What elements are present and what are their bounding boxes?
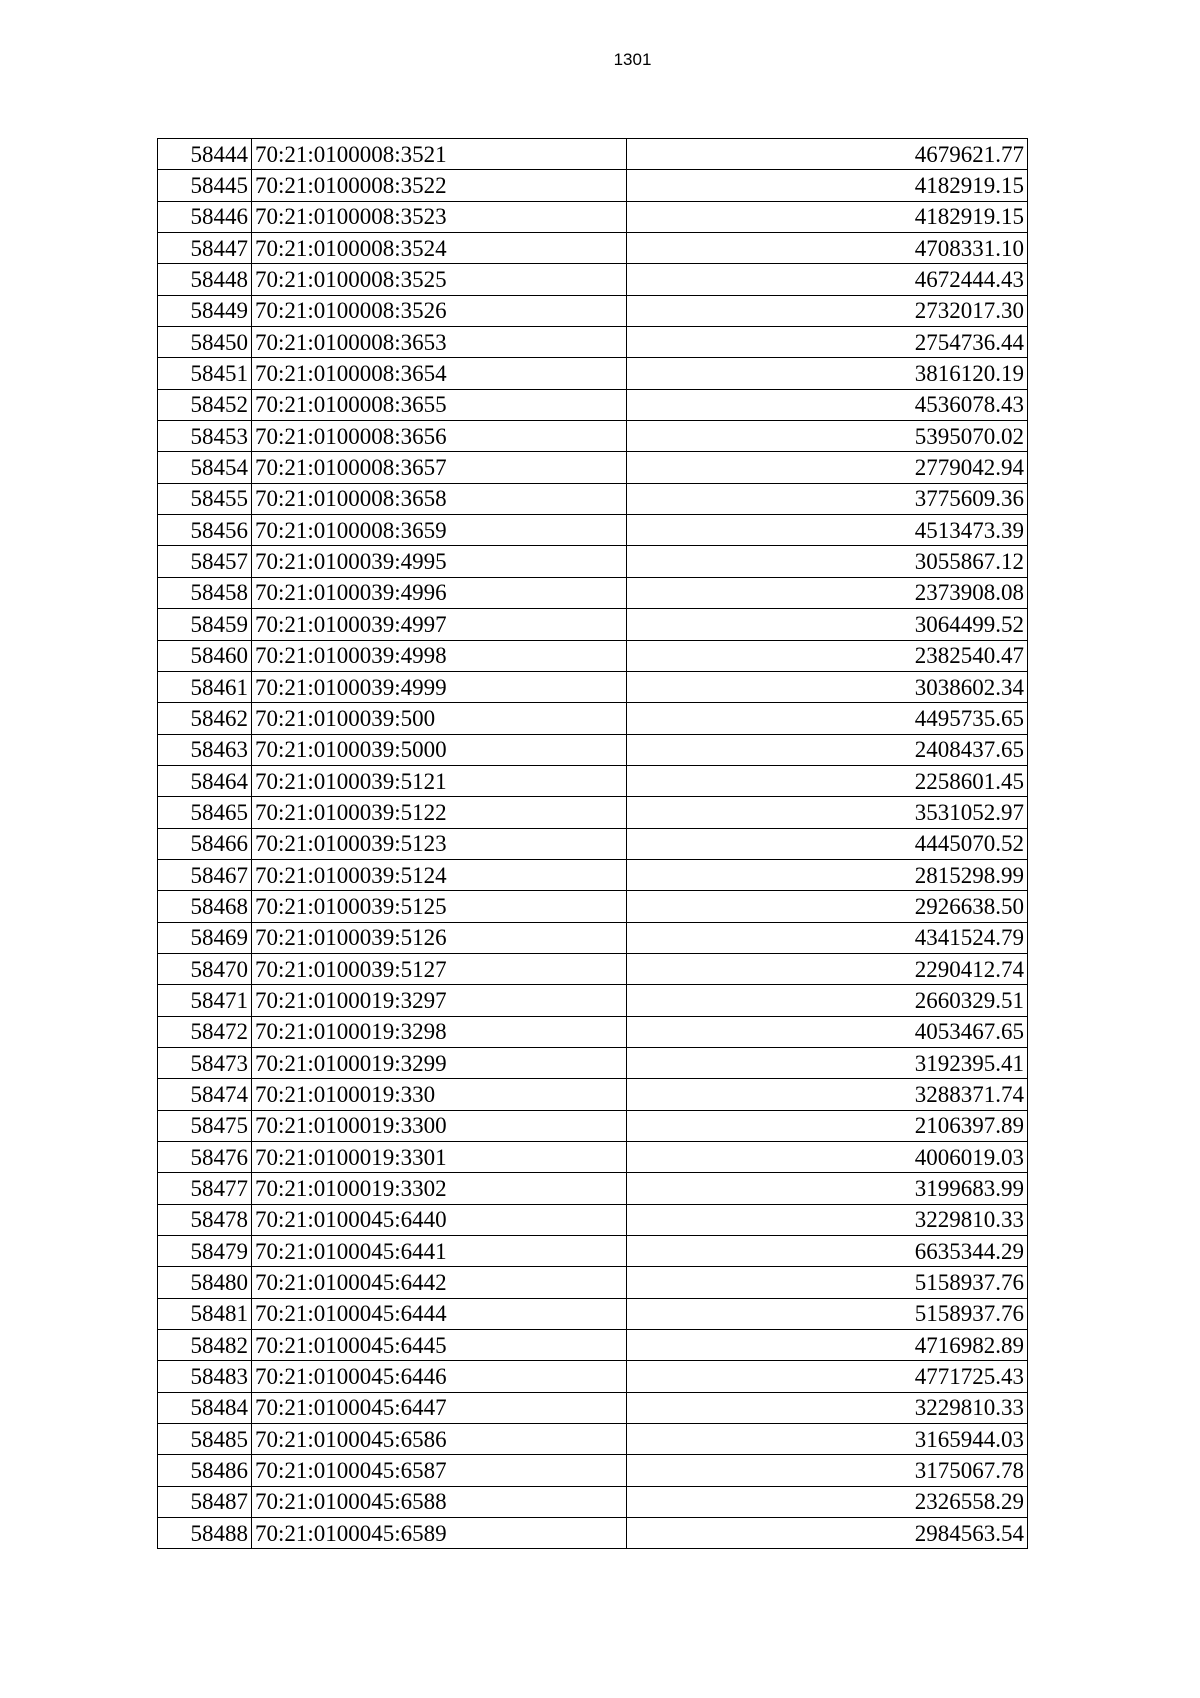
cadastral-number-cell: 70:21:0100045:6441 xyxy=(252,1236,627,1267)
cadastral-value-cell: 5395070.02 xyxy=(627,421,1028,452)
row-number-cell: 58461 xyxy=(158,671,252,702)
cadastral-value-cell: 4679621.77 xyxy=(627,139,1028,170)
cadastral-value-cell: 3175067.78 xyxy=(627,1455,1028,1486)
table-row xyxy=(158,389,1028,420)
cadastral-value-cell: 3775609.36 xyxy=(627,483,1028,514)
cadastral-value-cell: 5158937.76 xyxy=(627,1298,1028,1329)
cadastral-value-cell: 4536078.43 xyxy=(627,389,1028,420)
cadastral-value-cell: 2373908.08 xyxy=(627,577,1028,608)
cadastral-value-cell: 2326558.29 xyxy=(627,1486,1028,1517)
cadastral-value-cell: 4341524.79 xyxy=(627,922,1028,953)
table-row xyxy=(158,609,1028,640)
table-row xyxy=(158,1298,1028,1329)
table-row xyxy=(158,1392,1028,1423)
row-number-cell: 58456 xyxy=(158,515,252,546)
cadastral-number-cell: 70:21:0100008:3655 xyxy=(252,389,627,420)
row-number-cell: 58477 xyxy=(158,1173,252,1204)
cadastral-number-cell: 70:21:0100008:3657 xyxy=(252,452,627,483)
cadastral-number-cell: 70:21:0100019:330 xyxy=(252,1079,627,1110)
row-number-cell: 58448 xyxy=(158,264,252,295)
row-number-cell: 58466 xyxy=(158,828,252,859)
cadastral-value-table xyxy=(157,138,1028,1549)
cadastral-value-cell: 3531052.97 xyxy=(627,797,1028,828)
cadastral-number-cell: 70:21:0100008:3525 xyxy=(252,264,627,295)
row-number-cell: 58460 xyxy=(158,640,252,671)
cadastral-number-cell: 70:21:0100019:3299 xyxy=(252,1047,627,1078)
table-row xyxy=(158,1267,1028,1298)
cadastral-value-cell: 3229810.33 xyxy=(627,1204,1028,1235)
cadastral-value-cell: 3064499.52 xyxy=(627,609,1028,640)
row-number-cell: 58455 xyxy=(158,483,252,514)
cadastral-value-cell: 4006019.03 xyxy=(627,1142,1028,1173)
table-row xyxy=(158,452,1028,483)
row-number-cell: 58487 xyxy=(158,1486,252,1517)
cadastral-value-cell: 2382540.47 xyxy=(627,640,1028,671)
cadastral-number-cell: 70:21:0100019:3301 xyxy=(252,1142,627,1173)
cadastral-value-cell: 6635344.29 xyxy=(627,1236,1028,1267)
cadastral-number-cell: 70:21:0100045:6447 xyxy=(252,1392,627,1423)
row-number-cell: 58483 xyxy=(158,1361,252,1392)
row-number-cell: 58459 xyxy=(158,609,252,640)
cadastral-value-cell: 2408437.65 xyxy=(627,734,1028,765)
cadastral-number-cell: 70:21:0100039:5125 xyxy=(252,891,627,922)
row-number-cell: 58454 xyxy=(158,452,252,483)
row-number-cell: 58453 xyxy=(158,421,252,452)
cadastral-value-cell: 3192395.41 xyxy=(627,1047,1028,1078)
cadastral-value-cell: 2779042.94 xyxy=(627,452,1028,483)
cadastral-value-cell: 2732017.30 xyxy=(627,295,1028,326)
table-row xyxy=(158,859,1028,890)
table-row xyxy=(158,1079,1028,1110)
cadastral-number-cell: 70:21:0100008:3523 xyxy=(252,201,627,232)
table-row xyxy=(158,1016,1028,1047)
cadastral-number-cell: 70:21:0100045:6446 xyxy=(252,1361,627,1392)
cadastral-value-cell: 2754736.44 xyxy=(627,327,1028,358)
cadastral-value-cell: 4771725.43 xyxy=(627,1361,1028,1392)
row-number-cell: 58464 xyxy=(158,765,252,796)
cadastral-number-cell: 70:21:0100039:5123 xyxy=(252,828,627,859)
cadastral-value-cell: 4513473.39 xyxy=(627,515,1028,546)
cadastral-number-cell: 70:21:0100008:3524 xyxy=(252,233,627,264)
row-number-cell: 58481 xyxy=(158,1298,252,1329)
cadastral-number-cell: 70:21:0100039:4996 xyxy=(252,577,627,608)
table-row xyxy=(158,201,1028,232)
row-number-cell: 58474 xyxy=(158,1079,252,1110)
cadastral-number-cell: 70:21:0100039:5127 xyxy=(252,953,627,984)
table-row xyxy=(158,170,1028,201)
cadastral-value-cell: 2660329.51 xyxy=(627,985,1028,1016)
cadastral-number-cell: 70:21:0100045:6444 xyxy=(252,1298,627,1329)
page-number: 1301 xyxy=(613,50,652,69)
cadastral-value-cell: 4708331.10 xyxy=(627,233,1028,264)
table-row xyxy=(158,1142,1028,1173)
row-number-cell: 58470 xyxy=(158,953,252,984)
cadastral-number-cell: 70:21:0100039:500 xyxy=(252,703,627,734)
table-row xyxy=(158,515,1028,546)
table-row xyxy=(158,295,1028,326)
table-row xyxy=(158,985,1028,1016)
row-number-cell: 58457 xyxy=(158,546,252,577)
row-number-cell: 58488 xyxy=(158,1518,252,1549)
table-row xyxy=(158,1204,1028,1235)
table-body xyxy=(158,139,1028,1549)
row-number-cell: 58478 xyxy=(158,1204,252,1235)
table-row xyxy=(158,358,1028,389)
table-row xyxy=(158,1455,1028,1486)
cadastral-value-cell: 2926638.50 xyxy=(627,891,1028,922)
row-number-cell: 58447 xyxy=(158,233,252,264)
row-number-cell: 58485 xyxy=(158,1424,252,1455)
row-number-cell: 58451 xyxy=(158,358,252,389)
cadastral-number-cell: 70:21:0100008:3654 xyxy=(252,358,627,389)
row-number-cell: 58482 xyxy=(158,1330,252,1361)
row-number-cell: 58452 xyxy=(158,389,252,420)
cadastral-value-cell: 4495735.65 xyxy=(627,703,1028,734)
cadastral-value-cell: 4053467.65 xyxy=(627,1016,1028,1047)
cadastral-number-cell: 70:21:0100008:3653 xyxy=(252,327,627,358)
table-row xyxy=(158,922,1028,953)
table-row xyxy=(158,671,1028,702)
row-number-cell: 58463 xyxy=(158,734,252,765)
cadastral-number-cell: 70:21:0100019:3298 xyxy=(252,1016,627,1047)
cadastral-number-cell: 70:21:0100045:6587 xyxy=(252,1455,627,1486)
cadastral-value-cell: 3816120.19 xyxy=(627,358,1028,389)
cadastral-number-cell: 70:21:0100019:3297 xyxy=(252,985,627,1016)
row-number-cell: 58480 xyxy=(158,1267,252,1298)
cadastral-number-cell: 70:21:0100039:5000 xyxy=(252,734,627,765)
cadastral-number-cell: 70:21:0100019:3300 xyxy=(252,1110,627,1141)
cadastral-number-cell: 70:21:0100045:6586 xyxy=(252,1424,627,1455)
table-row xyxy=(158,734,1028,765)
cadastral-number-cell: 70:21:0100045:6588 xyxy=(252,1486,627,1517)
cadastral-number-cell: 70:21:0100039:5121 xyxy=(252,765,627,796)
table-row xyxy=(158,421,1028,452)
cadastral-number-cell: 70:21:0100039:4999 xyxy=(252,671,627,702)
row-number-cell: 58471 xyxy=(158,985,252,1016)
table-row xyxy=(158,1236,1028,1267)
cadastral-number-cell: 70:21:0100008:3521 xyxy=(252,139,627,170)
row-number-cell: 58473 xyxy=(158,1047,252,1078)
cadastral-value-cell: 3038602.34 xyxy=(627,671,1028,702)
cadastral-number-cell: 70:21:0100008:3526 xyxy=(252,295,627,326)
table-row xyxy=(158,546,1028,577)
table-row xyxy=(158,264,1028,295)
cadastral-number-cell: 70:21:0100045:6440 xyxy=(252,1204,627,1235)
table-row xyxy=(158,891,1028,922)
cadastral-value-cell: 2106397.89 xyxy=(627,1110,1028,1141)
row-number-cell: 58462 xyxy=(158,703,252,734)
table-row xyxy=(158,1518,1028,1549)
table-row xyxy=(158,483,1028,514)
cadastral-number-cell: 70:21:0100045:6442 xyxy=(252,1267,627,1298)
cadastral-number-cell: 70:21:0100039:5122 xyxy=(252,797,627,828)
cadastral-value-cell: 3288371.74 xyxy=(627,1079,1028,1110)
row-number-cell: 58458 xyxy=(158,577,252,608)
table-row xyxy=(158,1110,1028,1141)
cadastral-number-cell: 70:21:0100039:4998 xyxy=(252,640,627,671)
cadastral-value-cell: 4182919.15 xyxy=(627,201,1028,232)
cadastral-number-cell: 70:21:0100039:5126 xyxy=(252,922,627,953)
row-number-cell: 58449 xyxy=(158,295,252,326)
row-number-cell: 58469 xyxy=(158,922,252,953)
table-row xyxy=(158,640,1028,671)
cadastral-number-cell: 70:21:0100045:6445 xyxy=(252,1330,627,1361)
row-number-cell: 58465 xyxy=(158,797,252,828)
cadastral-number-cell: 70:21:0100008:3522 xyxy=(252,170,627,201)
cadastral-value-cell: 2258601.45 xyxy=(627,765,1028,796)
row-number-cell: 58468 xyxy=(158,891,252,922)
row-number-cell: 58476 xyxy=(158,1142,252,1173)
cadastral-number-cell: 70:21:0100008:3658 xyxy=(252,483,627,514)
table-row xyxy=(158,1424,1028,1455)
cadastral-number-cell: 70:21:0100008:3659 xyxy=(252,515,627,546)
cadastral-value-cell: 5158937.76 xyxy=(627,1267,1028,1298)
cadastral-value-cell: 3055867.12 xyxy=(627,546,1028,577)
table-row xyxy=(158,703,1028,734)
row-number-cell: 58467 xyxy=(158,859,252,890)
table-row xyxy=(158,327,1028,358)
cadastral-value-cell: 3199683.99 xyxy=(627,1173,1028,1204)
table-row xyxy=(158,233,1028,264)
row-number-cell: 58446 xyxy=(158,201,252,232)
table-row xyxy=(158,828,1028,859)
table-row xyxy=(158,1173,1028,1204)
cadastral-value-cell: 2290412.74 xyxy=(627,953,1028,984)
table-row xyxy=(158,797,1028,828)
row-number-cell: 58472 xyxy=(158,1016,252,1047)
row-number-cell: 58475 xyxy=(158,1110,252,1141)
cadastral-value-cell: 4716982.89 xyxy=(627,1330,1028,1361)
row-number-cell: 58445 xyxy=(158,170,252,201)
row-number-cell: 58444 xyxy=(158,139,252,170)
table-row xyxy=(158,1047,1028,1078)
table-row xyxy=(158,765,1028,796)
cadastral-value-cell: 2815298.99 xyxy=(627,859,1028,890)
cadastral-value-cell: 4445070.52 xyxy=(627,828,1028,859)
table-row xyxy=(158,577,1028,608)
table-row xyxy=(158,1330,1028,1361)
cadastral-number-cell: 70:21:0100039:4997 xyxy=(252,609,627,640)
row-number-cell: 58486 xyxy=(158,1455,252,1486)
cadastral-number-cell: 70:21:0100008:3656 xyxy=(252,421,627,452)
cadastral-value-cell: 2984563.54 xyxy=(627,1518,1028,1549)
cadastral-value-cell: 3165944.03 xyxy=(627,1424,1028,1455)
cadastral-value-cell: 4182919.15 xyxy=(627,170,1028,201)
cadastral-value-cell: 4672444.43 xyxy=(627,264,1028,295)
cadastral-number-cell: 70:21:0100039:4995 xyxy=(252,546,627,577)
cadastral-value-cell: 3229810.33 xyxy=(627,1392,1028,1423)
cadastral-number-cell: 70:21:0100039:5124 xyxy=(252,859,627,890)
cadastral-number-cell: 70:21:0100019:3302 xyxy=(252,1173,627,1204)
table-row xyxy=(158,139,1028,170)
row-number-cell: 58479 xyxy=(158,1236,252,1267)
table-row xyxy=(158,1486,1028,1517)
row-number-cell: 58484 xyxy=(158,1392,252,1423)
table-row xyxy=(158,953,1028,984)
row-number-cell: 58450 xyxy=(158,327,252,358)
table-row xyxy=(158,1361,1028,1392)
cadastral-number-cell: 70:21:0100045:6589 xyxy=(252,1518,627,1549)
